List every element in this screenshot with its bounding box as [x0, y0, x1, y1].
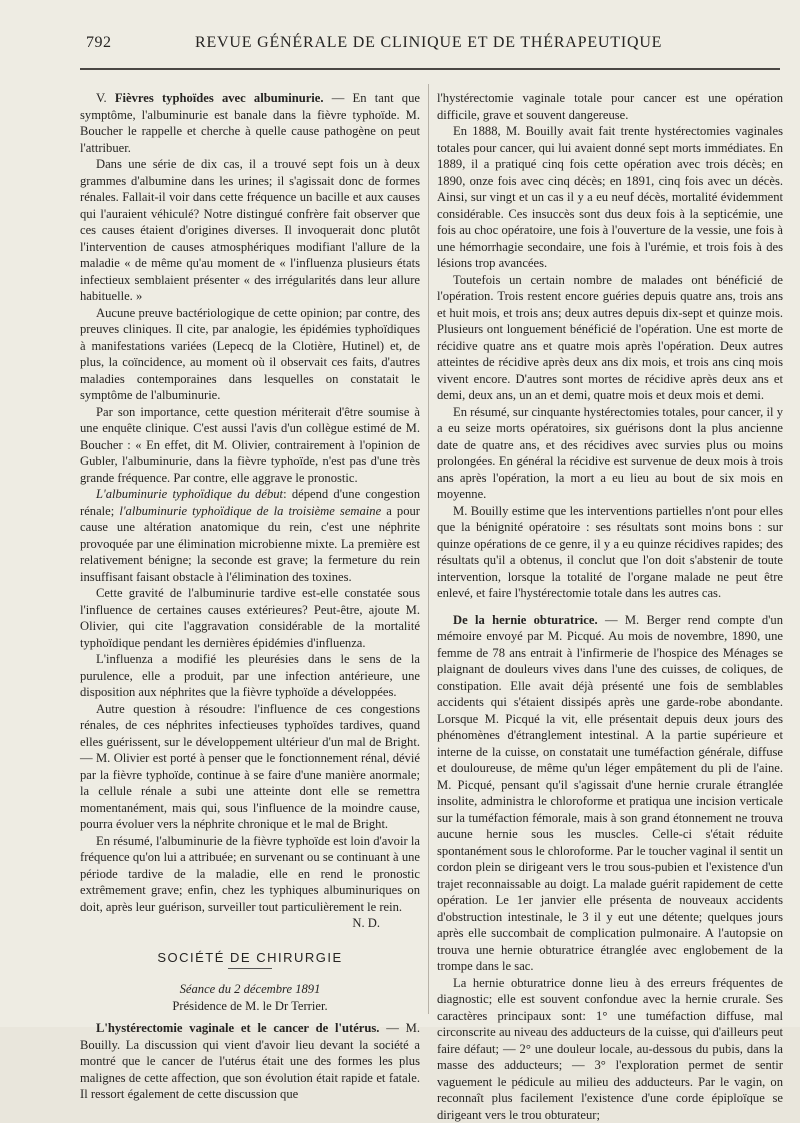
typhoid-paragraph-6: Cette gravité de l'albuminurie tardive est-elle constatée sous l'influence de certaines causes extérieures? Peut-être, ajoute M. Olivier, qui cite l'aggravation considérable de la mortalité typhoïdique pendant les dernières épidémies d'influenza. [80, 585, 420, 651]
hernia-paragraph-2: La hernie obturatrice donne lieu à des erreurs fréquentes de diagnostic; elle est souvent confondue avec la hernie crurale. Ses caractères principaux sont: 1° une tuméfaction diffuse, mal circonscrite au niveau des adducteurs de la cuisse, qui d'ailleurs peut faire défaut; — 2° une douleur locale, au-dessous du pubis, dans la masse des adducteurs; — 3° l'exploration permet de sentir vaguement le pédicule au milieu des adducteurs. Par le vagin, on reconnaît plus facilement l'existence d'une corde épiploïque se dirigeant vers le trou obturateur; [437, 975, 783, 1123]
page-number: 792 [86, 34, 112, 52]
typhoid-paragraph-1 [80, 90, 420, 156]
hysterectomy-paragraph-3: Toutefois un certain nombre de malades ont bénéficié de l'opération. Trois restent encore guéries depuis quatre ans, trois ans et huit mois, et trois ans; deux autres depuis dix-sept et quinze mois. Plusieurs ont longuement bénéficié de l'opération. Une est morte de récidive quatre ans et quatre mois après l'opération. Deux autres atteintes de récidive après deux ans dix mois, et trois ans cinq mois vivent encore. D'autres sont mortes de récidive après deux ans et demi, deux ans, un an et demi, quatre mois et deux mois et demi. [437, 272, 783, 404]
society-rule [228, 968, 272, 969]
column-divider [428, 84, 429, 1014]
section-heading-hysterectomy: L'hystérectomie vaginale et le cancer de l'utérus. [96, 1021, 379, 1035]
section-heading-hernia: De la hernie obturatrice. [453, 613, 598, 627]
emphasis-late-albuminuria: l'albuminurie typhoïdique de la troisième semaine [119, 504, 381, 518]
paragraph-text: — En tant que symptôme, l'albuminurie est banale dans la fièvre typhoïde. M. Boucher le rappelle et cherche à quelle cause pathogène on peut l'attribuer. [80, 91, 420, 155]
session-president: Présidence de M. le Dr Terrier. [80, 998, 420, 1015]
hysterectomy-paragraph-4: En résumé, sur cinquante hystérectomies totales, pour cancer, il y a eu seize morts opératoires, six guérisons dont la plus ancienne date de quatre ans, et des récidives avec survies plus ou moins prolongées. En général la récidive est survenue de deux mois à trois ans après l'opération, la mort a eu lieu au bout de six mois en moyenne. [437, 404, 783, 503]
typhoid-paragraph-5 [80, 486, 420, 585]
hysterectomy-paragraph-5: M. Bouilly estime que les interventions partielles n'ont pour elles que la bénignité opératoire : ses résultats sont moins bons : sur quinze opérations de ce genre, il y a eu quinze récidives rapides; des résultats qu'il a obtenus, il conclut que l'on doit s'abstenir de toute intervention, lorsque la totalité de l'organe malade ne peut être enlevé, et faire l'hystérectomie totale dans les autres cas. [437, 503, 783, 602]
paragraph-text: : dépend d'une congestion rénale; [80, 487, 420, 518]
journal-title: REVUE GÉNÉRALE DE CLINIQUE ET DE THÉRAPEUTIQUE [195, 34, 715, 52]
paragraph-text: — M. Berger rend compte d'un mémoire envoyé par M. Picqué. Au mois de novembre, 1890, une femme de 78 ans entrait à l'infirmerie de l'hospice des Ménages se plaignant de douleurs vives dans l'une des cuisses, de coliques, de constipation. Elle avait déjà présenté une fois de semblables accidents qui s'étaient dissipés après une garde-robe abondante. Lorsque M. Picqué la vit, elle présentait depuis deux jours des phénomènes d'étranglement intestinal. A la partie supérieure et interne de la cuisse, on constatait une tuméfaction générale, diffuse et douloureuse, de même qu'un léger empâtement du pli de l'aine. M. Picqué, pensant qu'il s'agissait d'une hernie crurale étranglée insolite, administra le chloroforme et pratiqua une incision verticale sur la tuméfaction fémorale, mais à son grand étonnement ne trouva aucune hernie sous les muscles. Celle-ci s'était réduite spontanément sous le chloroforme. Par le toucher vaginal il sentit un cordon plein se dirigeant vers le trou sous-pubien et l'existence d'un trajet reconnaissable au doigt. La malade guérit rapidement de cette opération. Le 1er janvier elle présenta de nouveaux accidents d'obstruction intestinale, le 3 il y eut une détente; quelques jours après elle succombait de complication pulmonaire. A l'autopsie on trouva une hernie obturatrice étranglée avec englobement de la trompe dans le sac. [437, 613, 783, 974]
typhoid-paragraph-8: Autre question à résoudre: l'influence de ces congestions rénales, de ces néphrites infectieuses typhoïdes tardives, quand elles guérissent, sur le développement ultérieur d'un mal de Bright. — M. Olivier est porté à penser que le fonctionnement rénal, dévié par la fièvre typhoïde, continue à se faire d'une manière anormale; la cellule rénale a subi une atteinte dont elle se remettra momentanément, mais qui, sous l'influence de la moindre cause, pourra évoluer vers la néphrite chronique et le mal de Bright. [80, 701, 420, 833]
header-rule [80, 68, 780, 70]
typhoid-paragraph-2: Dans une série de dix cas, il a trouvé sept fois un à deux grammes d'albumine dans les urines; il s'agissait donc de formes rénales. Fallait-il voir dans cette fréquence un bacille et aux causes qui l'auraient véhiculé? Notre distingué confrère fait observer que ces causes étaient d'origines diverses. Il invoquerait donc plutôt l'intervention de causes atmosphériques modifiant l'allure de la maladie « de même qu'au moment de « l'influenza plusieurs états infectieux semblaient présenter « des irrégularités dans leur allure habituelle. » [80, 156, 420, 305]
typhoid-paragraph-4: Par son importance, cette question mériterait d'être soumise à une enquête clinique. C'est aussi l'avis d'un collègue estimé de M. Boucher : « En effet, dit M. Olivier, contrairement à l'opinion de Gubler, l'albuminurie, dans la fièvre typhoïde, n'est pas d'une très grande fréquence. Par contre, elle aggrave le pronostic. [80, 404, 420, 487]
emphasis-early-albuminuria: L'albuminurie typhoïdique du début [96, 487, 283, 501]
typhoid-paragraph-7: L'influenza a modifié les pleurésies dans le sens de la purulence, elle a produit, par une infection antérieure, une disposition aux néphrites que la fièvre typhoïde a développées. [80, 651, 420, 701]
hysterectomy-paragraph-1: l'hystérectomie vaginale totale pour cancer est une opération difficile, grave et souvent dangereuse. [437, 90, 783, 123]
paragraph-text: a pour cause une altération anatomique du rein, c'est une néphrite provoquée par une élimination microbienne mixte. La première est relativement bénigne; la seconde est grave; la fermeture du rein insuffisant faisant obstacle à l'élimination des toxines. [80, 504, 420, 584]
author-signature: N. D. [80, 915, 420, 932]
hernia-paragraph-1 [437, 612, 783, 975]
section-heading-typhoid: Fièvres typhoïdes avec albuminurie. [115, 91, 324, 105]
right-column [437, 90, 783, 1123]
page-header [60, 34, 780, 58]
typhoid-paragraph-9: En résumé, l'albuminurie de la fièvre typhoïde est loin d'avoir la fréquence qu'on lui a attribuée; en survenant ou se continuant à une période tardive de la maladie, elle en rend le pronostic extrêmement grave; enfin, chez les typhiques albuminuriques on doit, après leur guérison, surveiller tout particulièrement le rein. [80, 833, 420, 916]
section-number: V. [96, 91, 107, 105]
hysterectomy-paragraph [80, 1020, 420, 1103]
session-date: Séance du 2 décembre 1891 [80, 981, 420, 998]
society-heading: SOCIÉTÉ DE CHIRURGIE [80, 950, 420, 967]
hysterectomy-paragraph-2: En 1888, M. Bouilly avait fait trente hystérectomies vaginales totales pour cancer, qui lui avaient donné sept morts immédiates. En 1889, il a pratiqué cinq fois cette opération avec trois décès; en 1890, onze fois avec cinq décès; en 1891, cinq fois avec un décès. Ainsi, sur vingt et un cas il y a eu neuf décès, mortalité évidemment considérable. Ces insuccès sont dus deux fois à la septicémie, une fois au choc opératoire, une fois à l'ouverture de la vessie, une fois à une hémorrhagie secondaire, une fois à l'urémie, et trois fois à des lésions trop avancées. [437, 123, 783, 272]
typhoid-paragraph-3: Aucune preuve bactériologique de cette opinion; par contre, des preuves cliniques. Il cite, par analogie, les épidémies typhoïdiques à manifestations variées (Lepecq de la Clotière, Hutinel) et, de plus, la coïncidence, au moment où il observait ces faits, d'autres maladies contemporaines dans lesquelles on constatait le symptôme de l'albuminurie. [80, 305, 420, 404]
left-column [80, 90, 420, 1103]
paragraph-text: — M. Bouilly. La discussion qui vient d'avoir lieu devant la société a montré que le cancer de l'utérus était une des formes les plus malignes de cette affection, que son évolution était rapide et fatale. Il ressort également de cette discussion que [80, 1021, 420, 1101]
